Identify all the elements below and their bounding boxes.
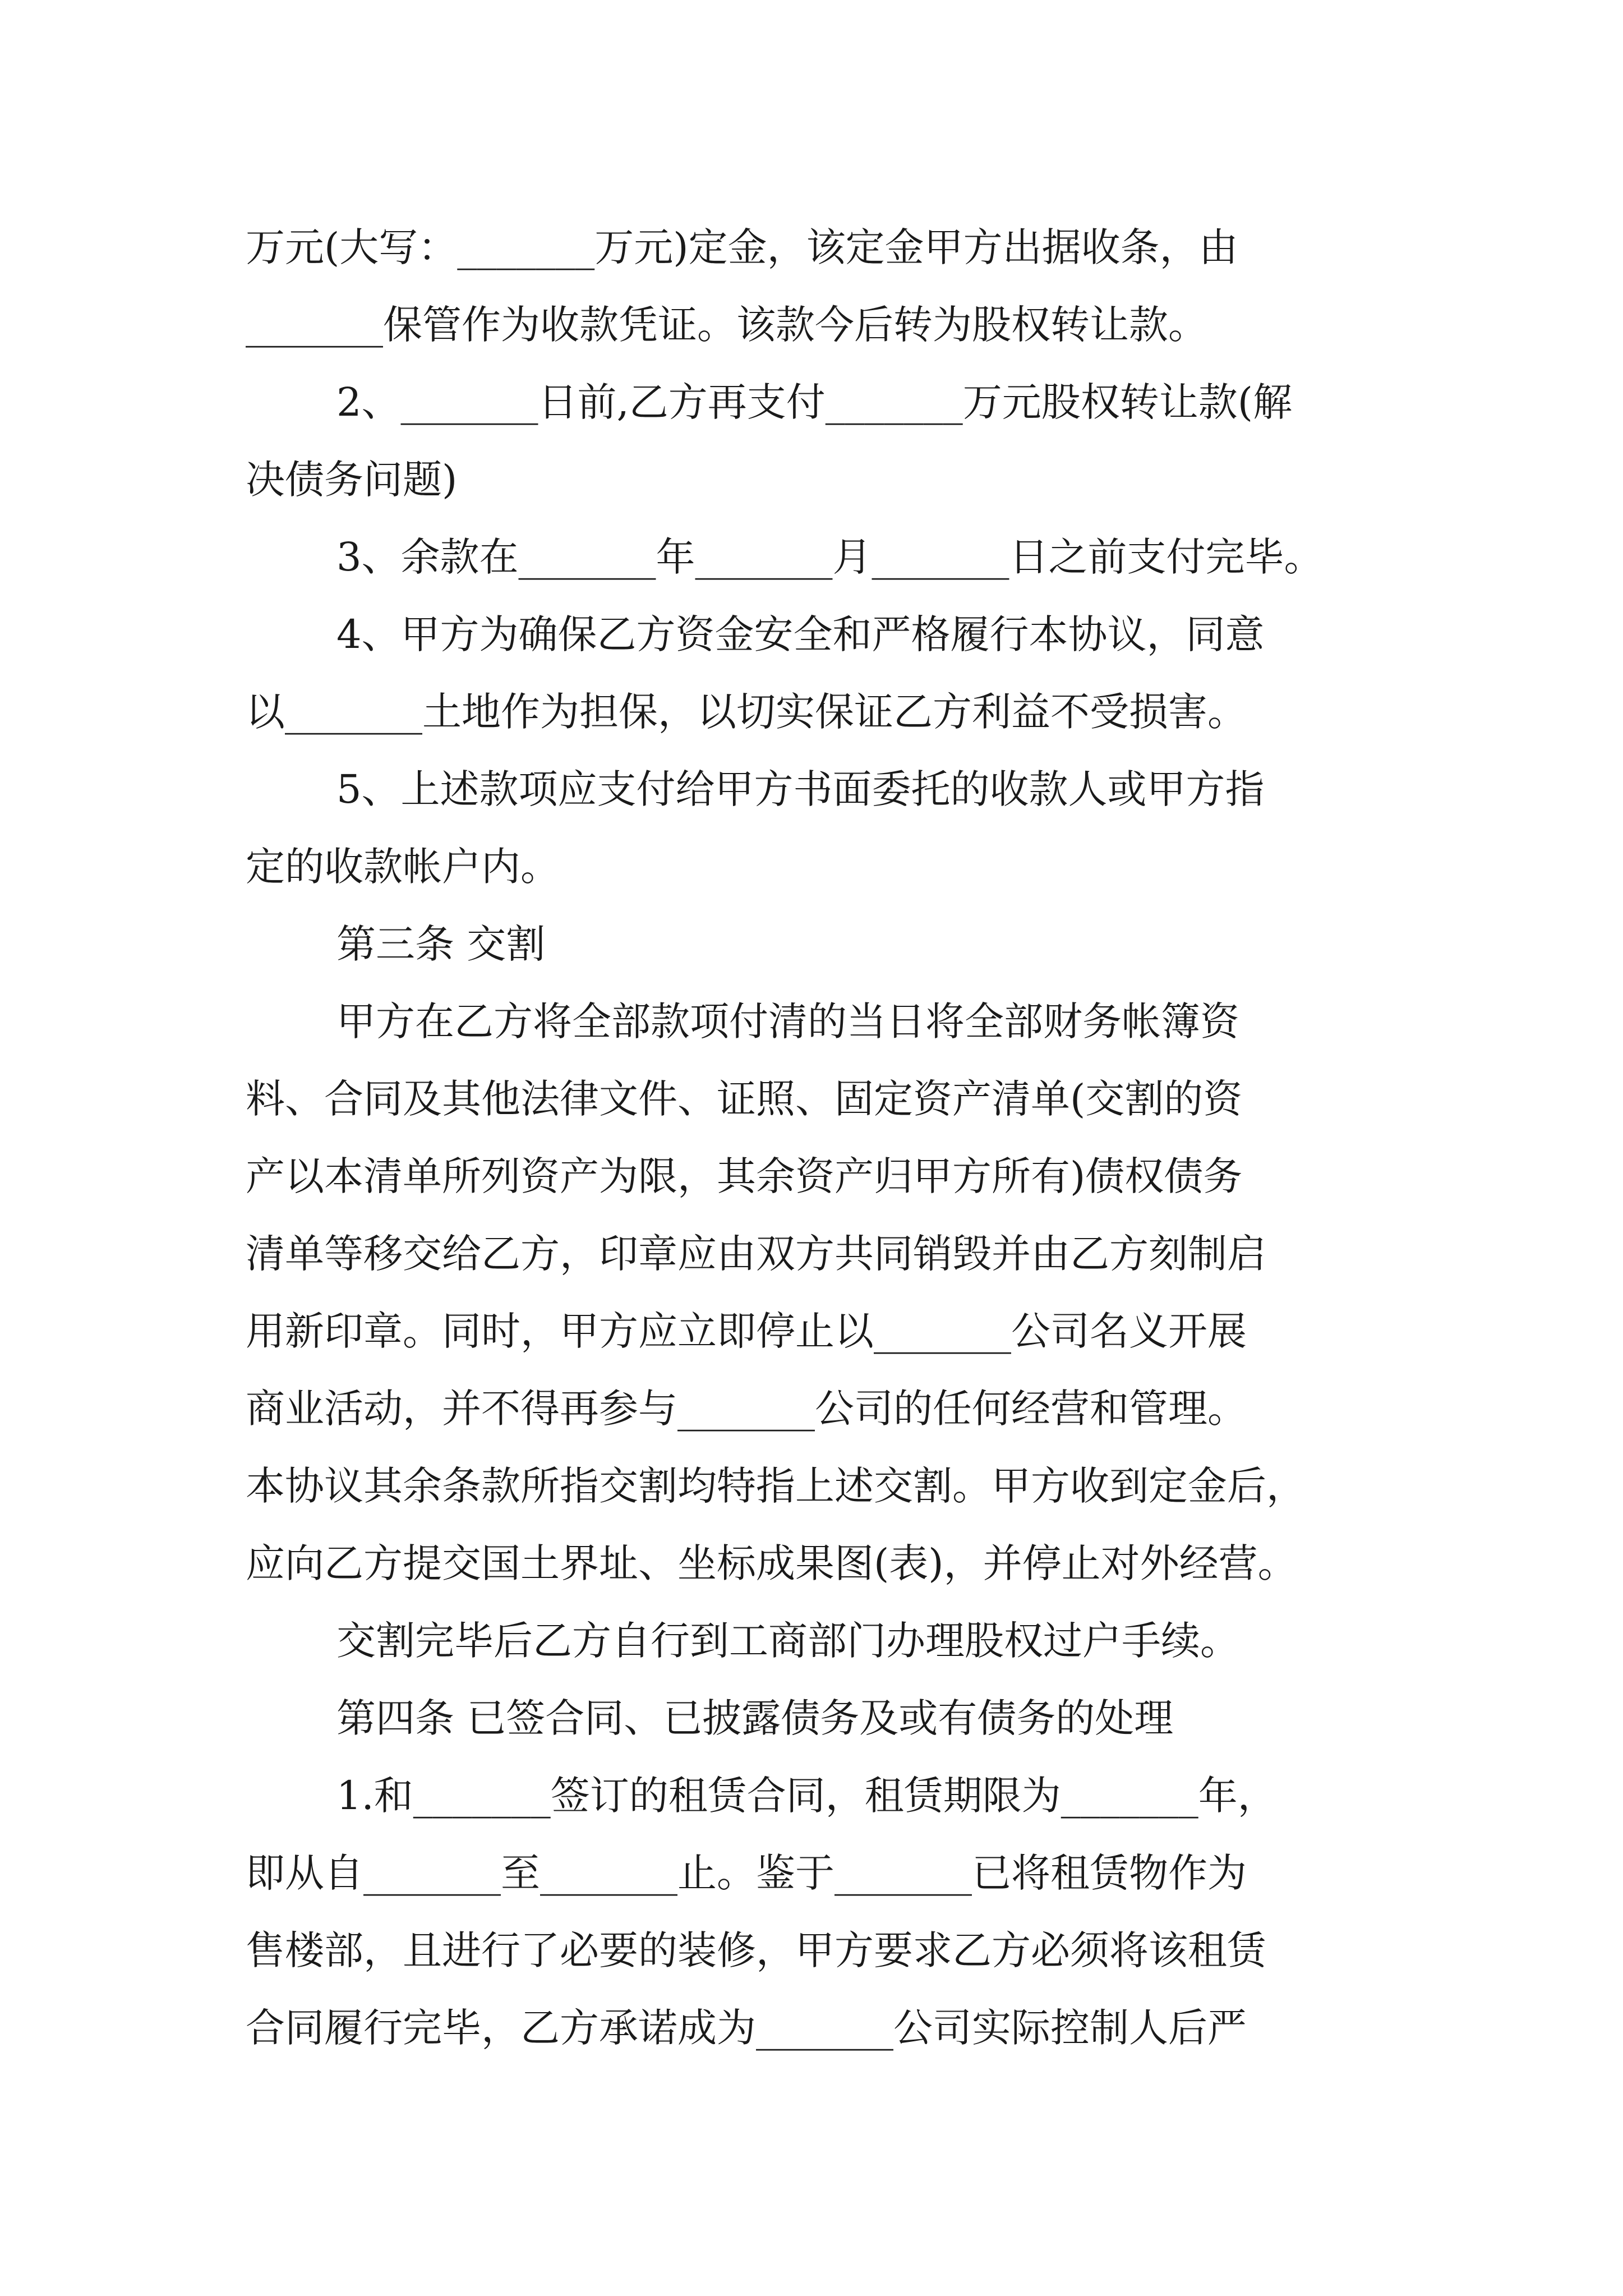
text-line: 决债务问题) [246,457,458,503]
text-line: 应向乙方提交国土界址、坐标成果图(表)，并停止对外经营。 [246,1540,1297,1586]
article-4-heading: 第四条 已签合同、已披露债务及或有债务的处理 [336,1695,1174,1741]
document-body [246,209,1390,2067]
clause-1-line: 1.和_______签订的租赁合同，租赁期限为_______年， [336,1773,1277,1819]
text-line: 定的收款帐户内。 [246,844,560,890]
paragraph-start-line: 交割完毕后乙方自行到工商部门办理股权过户手续。 [336,1618,1239,1664]
text-line: 本协议其余条款所指交割均特指上述交割。甲方收到定金后， [246,1463,1306,1509]
text-line: 商业活动，并不得再参与_______公司的任何经营和管理。 [246,1386,1247,1432]
paragraph-start-line: 甲方在乙方将全部款项付清的当日将全部财务帐簿资 [336,999,1239,1045]
text-line: 万元(大写：_______万元)定金，该定金甲方出据收条，由 [246,224,1238,270]
clause-2-line: 2、_______日前,乙方再支付_______万元股权转让款(解 [336,379,1293,425]
text-line: 售楼部，且进行了必要的装修，甲方要求乙方必须将该租赁 [246,1927,1266,1973]
text-line: 用新印章。同时，甲方应立即停止以_______公司名义开展 [246,1308,1247,1354]
text-line: 以_______土地作为担保，以切实保证乙方利益不受损害。 [246,689,1247,735]
text-line: 料、合同及其他法律文件、证照、固定资产清单(交割的资 [246,1076,1243,1122]
clause-3-line: 3、余款在_______年_______月_______日之前支付完毕。 [336,534,1324,580]
text-line: 清单等移交给乙方，印章应由双方共同销毁并由乙方刻制启 [246,1231,1266,1277]
text-line: _______保管作为收款凭证。该款今后转为股权转让款。 [246,302,1207,348]
text-line: 即从自_______至_______止。鉴于_______已将租赁物作为 [246,1850,1247,1896]
clause-5-line: 5、上述款项应支付给甲方书面委托的收款人或甲方指 [336,766,1265,812]
text-line: 合同履行完毕，乙方承诺成为_______公司实际控制人后严 [246,2005,1247,2051]
text-line: 产以本清单所列资产为限，其余资产归甲方所有)债权债务 [246,1153,1243,1199]
clause-4-line: 4、甲方为确保乙方资金安全和严格履行本协议，同意 [336,611,1265,657]
article-3-heading: 第三条 交割 [336,921,546,967]
